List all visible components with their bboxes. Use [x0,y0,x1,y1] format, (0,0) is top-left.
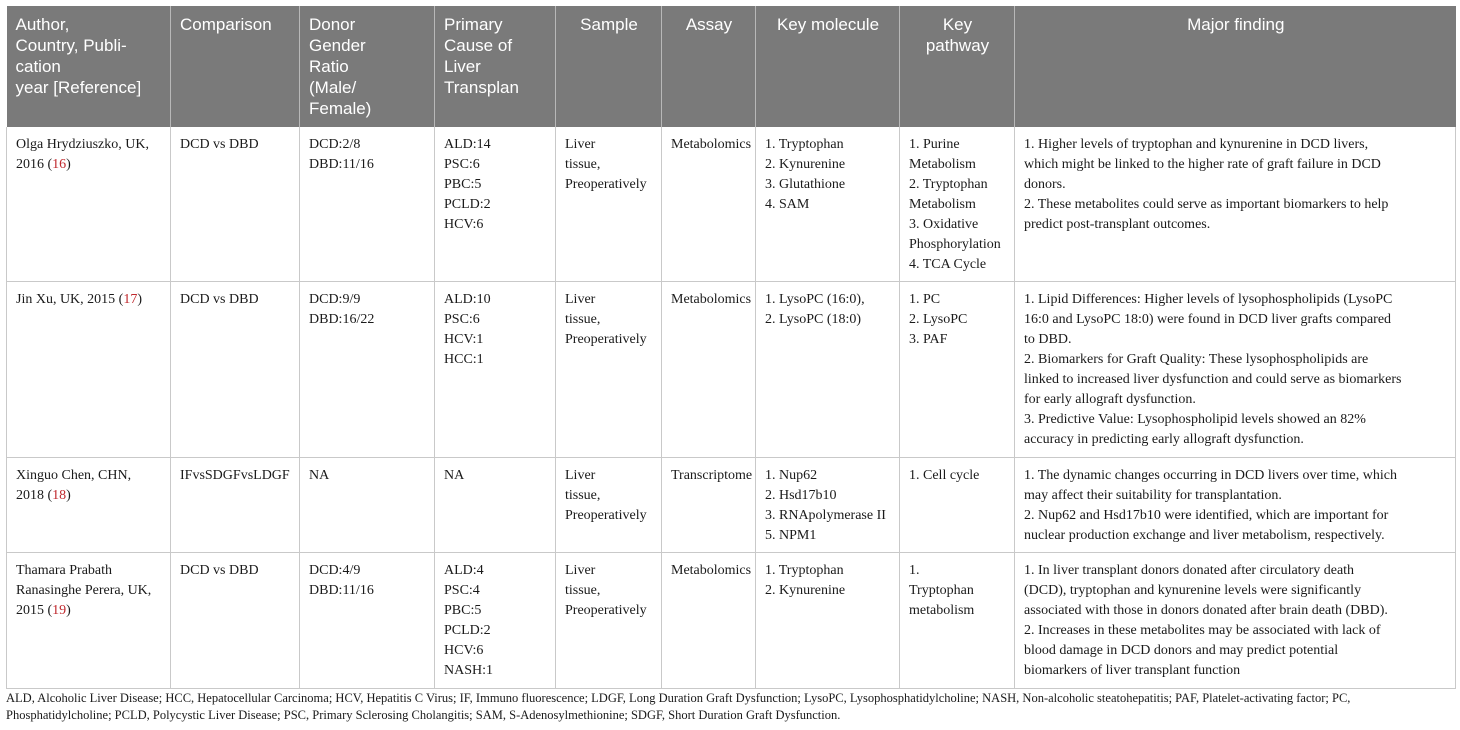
cell-text: metabolism [909,603,975,618]
cell-text: 2. Kynurenine [765,157,846,172]
cell-text: ALD:14 [444,137,491,152]
header-text: Key [942,15,973,34]
key-pathway-header [900,6,1015,127]
assay-cell [662,282,756,458]
author-cell [7,553,171,689]
gender-ratio-cell [300,553,435,689]
major-finding-cell [1015,458,1456,553]
cell-text: HCV:1 [444,332,484,347]
cell-text: NA [309,468,330,483]
cell-text: 2. Tryptophan [909,177,988,192]
cell-text: Metabolism [909,157,976,172]
cell-text: 1. PC [909,292,941,307]
header-text: Key molecule [776,15,880,34]
cell-text: Liver [565,292,596,307]
cell-text: NA [444,468,465,483]
reference-link[interactable]: 19 [52,603,67,618]
cell-text: Ranasinghe Perera, UK, [16,583,152,598]
comparison-cell [171,458,300,553]
author-header [7,6,171,127]
header-text: pathway [925,36,990,55]
cell-text: DCD vs DBD [180,563,259,578]
cell-text: DBD:16/22 [309,312,375,327]
key-molecule-cell [756,282,900,458]
header-text: Gender [309,36,366,55]
cell-text: Thamara Prabath [16,563,113,578]
cell-text: predict post-transplant outcomes. [1024,217,1211,232]
cell-text: DCD vs DBD [180,292,259,307]
table-header-row [7,6,1456,127]
key-molecule-header [756,6,900,127]
cell-text: Metabolism [909,197,976,212]
cell-text: 2018 (18) [16,488,71,503]
cell-text: tissue, [565,157,601,172]
cell-text: 1. In liver transplant donors donated after circulatory death [1024,563,1355,578]
assay-cell [662,127,756,282]
header-text: Ratio [309,57,349,76]
sample-cell [556,282,662,458]
comparison-cell [171,127,300,282]
sample-cell [556,553,662,689]
cell-text: 1. LysoPC (16:0), [765,292,865,307]
header-text: Donor [309,15,356,34]
primary-cause-cell [435,282,556,458]
cell-text: PSC:6 [444,312,480,327]
key-pathway-cell [900,127,1015,282]
cell-text: ALD:10 [444,292,491,307]
cell-text: biomarkers of liver transplant function [1024,663,1241,678]
cell-text: PCLD:2 [444,623,491,638]
comparison-header [171,6,300,127]
cell-text: 1. The dynamic changes occurring in DCD livers over time, which [1024,468,1397,483]
cell-text: IFvsSDGFvsLDGF [180,468,290,483]
cell-text: 4. SAM [765,197,810,212]
comparison-cell [171,282,300,458]
cell-text: HCC:1 [444,352,484,367]
cell-text: 3. Glutathione [765,177,846,192]
data-table [6,6,1456,689]
key-pathway-cell [900,458,1015,553]
cell-text: 3. PAF [909,332,948,347]
cell-text: nuclear production exchange and liver metabolism, respectively. [1024,528,1385,543]
cell-text: 1. Lipid Differences: Higher levels of lysophospholipids (LysoPC [1024,292,1393,307]
assay-header [662,6,756,127]
gender-ratio-cell [300,127,435,282]
header-text: cation [15,57,61,76]
cell-text: Preoperatively [565,603,647,618]
cell-text: 4. TCA Cycle [909,257,987,272]
reference-link[interactable]: 17 [123,292,138,307]
cell-text: Preoperatively [565,508,647,523]
cell-text: 2. Nup62 and Hsd17b10 were identified, which are important for [1024,508,1389,523]
gender-ratio-cell [300,282,435,458]
cell-text: PCLD:2 [444,197,491,212]
cell-text: Liver [565,468,596,483]
cell-text: Liver [565,563,596,578]
cell-text: Olga Hrydziuszko, UK, [16,137,149,152]
cell-text: NASH:1 [444,663,494,678]
cell-text: accuracy in predicting early allograft dysfunction. [1024,432,1304,447]
cell-text: Tryptophan [909,583,974,598]
cell-text: PBC:5 [444,603,482,618]
header-text: Comparison [180,15,272,34]
primary-cause-cell [435,127,556,282]
reference-link[interactable]: 16 [52,157,67,172]
key-pathway-cell [900,553,1015,689]
cell-text: 5. NPM1 [765,528,817,543]
header-text: Cause of [444,36,513,55]
cell-text: HCV:6 [444,643,484,658]
cell-text: tissue, [565,312,601,327]
cell-text: Metabolomics [671,137,752,152]
sample-header [556,6,662,127]
cell-text: 2. These metabolites could serve as important biomarkers to help [1024,197,1389,212]
cell-text: associated with those in donors donated after brain death (DBD). [1024,603,1388,618]
table-body [7,127,1456,689]
cell-text: DBD:11/16 [309,583,374,598]
cell-text: Xinguo Chen, CHN, [16,468,132,483]
cell-text: ALD:4 [444,563,484,578]
cell-text: 2. LysoPC (18:0) [765,312,862,327]
header-text: Primary [444,15,503,34]
header-text: Author, [15,15,70,34]
header-text: year [Reference] [15,78,142,97]
cell-text: 3. Predictive Value: Lysophospholipid levels showed an 82% [1024,412,1366,427]
table-row [7,458,1456,553]
key-molecule-cell [756,553,900,689]
assay-cell [662,458,756,553]
cell-text: DCD vs DBD [180,137,259,152]
cell-text: 3. RNApolymerase II [765,508,886,523]
cell-text: 2. Hsd17b10 [765,488,837,503]
cell-text: DBD:11/16 [309,157,374,172]
major-finding-cell [1015,127,1456,282]
cell-text: 1. Tryptophan [765,137,844,152]
cell-text: Jin Xu, UK, 2015 (17) [16,292,143,307]
cell-text: (DCD), tryptophan and kynurenine levels were significantly [1024,583,1362,598]
gender-ratio-header [300,6,435,127]
table-row [7,127,1456,282]
header-text: (Male/ [309,78,357,97]
table-row [7,282,1456,458]
header-text: Assay [685,15,733,34]
cell-text: to DBD. [1024,332,1072,347]
header-text: Major finding [1187,15,1285,34]
table-footnote: ALD, Alcoholic Liver Disease; HCC, Hepatocellular Carcinoma; HCV, Hepatitis C Virus; IF, Immuno fluorescence; LDGF, Long Duration Graft Dysfunction; LysoPC, Lysophosphatidylcholine; NASH, Non-alcoholic steatohepatitis; PAF, Platelet-activating factor; PC, Phosphatidylcholine; PCLD, Polycystic Liver Disease; PSC, Primary Sclerosing Cholangitis; SAM, S-Adenosylmethionine; SDGF, Short Duration Graft Dysfunction. [6,691,1351,722]
cell-text: HCV:6 [444,217,484,232]
cell-text: Transcriptome [671,468,753,483]
header-text: Female) [309,99,372,118]
cell-text: for early allograft dysfunction. [1024,392,1196,407]
primary-cause-cell [435,458,556,553]
cell-text: Liver [565,137,596,152]
cell-text: 1. Nup62 [765,468,818,483]
major-finding-header [1015,6,1456,127]
header-text: Transplan [444,78,519,97]
author-cell [7,282,171,458]
cell-text: 1. Tryptophan [765,563,844,578]
primary-cause-cell [435,553,556,689]
cell-text: 2. Increases in these metabolites may be associated with lack of [1024,623,1381,638]
cell-text: 2015 (19) [16,603,71,618]
cell-text: may affect their suitability for transplantation. [1024,488,1282,503]
table-row [7,553,1456,689]
cell-text: linked to increased liver dysfunction and could serve as biomarkers [1024,372,1402,387]
cell-text: which might be linked to the higher rate of graft failure in DCD [1024,157,1381,172]
cell-text: Phosphorylation [909,237,1001,252]
reference-link[interactable]: 18 [52,488,67,503]
cell-text: 1. Cell cycle [909,468,980,483]
major-finding-cell [1015,553,1456,689]
author-cell [7,127,171,282]
cell-text: PSC:4 [444,583,480,598]
key-molecule-cell [756,127,900,282]
cell-text: 3. Oxidative [909,217,979,232]
header-text: Sample [580,15,638,34]
assay-cell [662,553,756,689]
comparison-cell [171,553,300,689]
header-text: Country, Publi- [15,36,127,55]
cell-text: Preoperatively [565,177,647,192]
cell-text: Metabolomics [671,292,752,307]
cell-text: 2. Biomarkers for Graft Quality: These lysophospholipids are [1024,352,1369,367]
gender-ratio-cell [300,458,435,553]
cell-text: Metabolomics [671,563,752,578]
cell-text: PSC:6 [444,157,480,172]
cell-text: 1. [909,563,920,578]
primary-cause-header [435,6,556,127]
author-cell [7,458,171,553]
cell-text: blood damage in DCD donors and may predict potential [1024,643,1339,658]
cell-text: Preoperatively [565,332,647,347]
cell-text: donors. [1024,177,1066,192]
sample-cell [556,458,662,553]
cell-text: DCD:4/9 [309,563,361,578]
cell-text: 16:0 and LysoPC 18:0) were found in DCD liver grafts compared [1024,312,1392,327]
sample-cell [556,127,662,282]
cell-text: 2. LysoPC [909,312,968,327]
cell-text: 2. Kynurenine [765,583,846,598]
cell-text: DCD:2/8 [309,137,361,152]
cell-text: tissue, [565,488,601,503]
cell-text: 2016 (16) [16,157,71,172]
key-molecule-cell [756,458,900,553]
major-finding-cell [1015,282,1456,458]
cell-text: PBC:5 [444,177,482,192]
cell-text: tissue, [565,583,601,598]
key-pathway-cell [900,282,1015,458]
cell-text: 1. Purine [909,137,960,152]
header-text: Liver [444,57,481,76]
cell-text: 1. Higher levels of tryptophan and kynurenine in DCD livers, [1024,137,1369,152]
cell-text: DCD:9/9 [309,292,361,307]
